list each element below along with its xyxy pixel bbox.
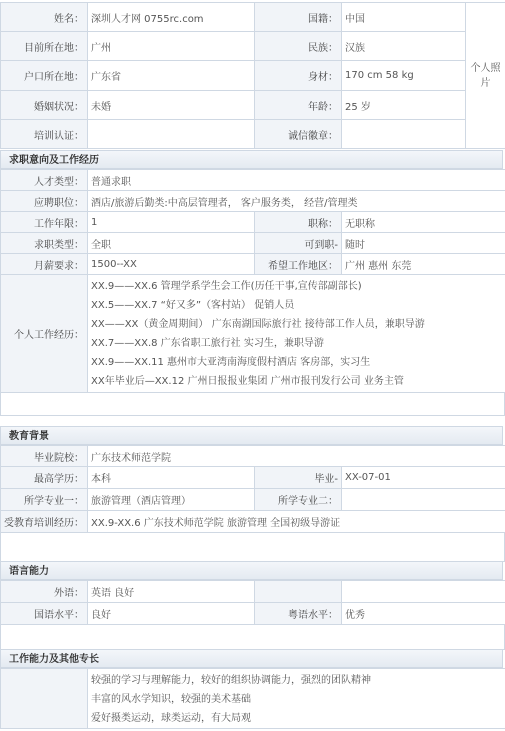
job-table bbox=[0, 169, 505, 393]
school-value: 广东技术师范学院 bbox=[88, 446, 505, 467]
education-table bbox=[0, 445, 505, 533]
arrive-label: 可到职- bbox=[255, 233, 342, 254]
photo-cell bbox=[466, 3, 505, 149]
job-title-value: 无职称 bbox=[342, 212, 505, 233]
experience-item: XX.5——XX.7 “好又多”（客村站） 促销人员 bbox=[91, 300, 295, 311]
age-value: 25 岁 bbox=[342, 91, 466, 120]
spacer bbox=[0, 625, 505, 650]
job-title-label: 职称： bbox=[255, 212, 342, 233]
ethnicity-value: 汉族 bbox=[342, 32, 466, 61]
skills-list bbox=[88, 669, 505, 729]
experience-item: XX.9——XX.11 惠州市大亚湾南海度假村酒店 客房部，实习生 bbox=[91, 357, 371, 368]
age-label: 年龄： bbox=[255, 91, 342, 120]
salary-label: 月薪要求： bbox=[1, 254, 88, 275]
mandarin-label: 国语水平： bbox=[1, 603, 88, 625]
cantonese-label: 粤语水平： bbox=[255, 603, 342, 625]
skill-line: 较强的学习与理解能力，较好的组织协调能力，强烈的团队精神 bbox=[91, 675, 371, 686]
foreign-language-label: 外语： bbox=[1, 581, 88, 603]
empty-cell bbox=[255, 581, 342, 603]
major1-value: 旅游管理（酒店管理） bbox=[88, 489, 255, 511]
name-label: 姓名： bbox=[1, 3, 88, 32]
hukou-label: 户口所在地： bbox=[1, 61, 88, 91]
location-label: 目前所在地： bbox=[1, 32, 88, 61]
credit-label: 诚信徽章： bbox=[255, 120, 342, 149]
job-type-value: 全职 bbox=[88, 233, 255, 254]
school-label: 毕业院校： bbox=[1, 446, 88, 467]
experience-item: XX.9——XX.6 管理学系学生会工作(历任干事,宣传部副部长) bbox=[91, 281, 362, 292]
training-label: 培训认证： bbox=[1, 120, 88, 149]
major2-label: 所学专业二： bbox=[255, 489, 342, 511]
marital-label: 婚姻状况： bbox=[1, 91, 88, 120]
salary-value: 1500--XX bbox=[88, 254, 255, 275]
ethnicity-label: 民族： bbox=[255, 32, 342, 61]
spacer bbox=[0, 533, 505, 562]
skills-section-header: 工作能力及其他专长 bbox=[0, 649, 503, 668]
mandarin-value: 良好 bbox=[88, 603, 255, 625]
experience-label: 个人工作经历： bbox=[1, 275, 88, 393]
cantonese-value: 优秀 bbox=[342, 603, 505, 625]
work-area-value: 广州 惠州 东莞 bbox=[342, 254, 505, 275]
empty-cell bbox=[1, 669, 88, 729]
work-years-value: 1 bbox=[88, 212, 255, 233]
work-area-label: 希望工作地区： bbox=[255, 254, 342, 275]
skill-line: 爱好摄类运动，球类运动，有大局观 bbox=[91, 713, 251, 724]
experience-item: XX年毕业后—XX.12 广州日报报业集团 广州市报刊发行公司 业务主管 bbox=[91, 376, 404, 387]
work-years-label: 工作年限： bbox=[1, 212, 88, 233]
job-type-label: 求职类型： bbox=[1, 233, 88, 254]
training-value bbox=[88, 120, 255, 149]
education-history-label: 受教育培训经历： bbox=[1, 511, 88, 533]
talent-type-label: 人才类型： bbox=[1, 170, 88, 191]
empty-cell bbox=[342, 581, 505, 603]
nationality-value: 中国 bbox=[342, 3, 466, 32]
name-value: 深圳人才网 0755rc.com bbox=[88, 3, 255, 32]
skill-line: 丰富的风水学知识，较强的美术基础 bbox=[91, 694, 251, 705]
photo-label: 个人照片 bbox=[470, 62, 501, 89]
marital-value: 未婚 bbox=[88, 91, 255, 120]
talent-type-value: 普通求职 bbox=[88, 170, 505, 191]
spacer bbox=[0, 393, 505, 416]
language-section-header: 语言能力 bbox=[0, 561, 503, 580]
degree-label: 最高学历： bbox=[1, 467, 88, 489]
experience-list bbox=[88, 275, 505, 393]
basic-info-table bbox=[0, 2, 505, 149]
credit-value bbox=[342, 120, 466, 149]
position-value: 酒店/旅游后勤类:中高层管理者， 客户服务类， 经营/管理类 bbox=[88, 191, 505, 212]
hukou-value: 广东省 bbox=[88, 61, 255, 91]
degree-value: 本科 bbox=[88, 467, 255, 489]
major1-label: 所学专业一： bbox=[1, 489, 88, 511]
education-section-header: 教育背景 bbox=[0, 426, 503, 445]
location-value: 广州 bbox=[88, 32, 255, 61]
arrive-value: 随时 bbox=[342, 233, 505, 254]
body-value: 170 cm 58 kg bbox=[342, 61, 466, 91]
body-label: 身材： bbox=[255, 61, 342, 91]
position-label: 应聘职位： bbox=[1, 191, 88, 212]
graduation-label: 毕业- bbox=[255, 467, 342, 489]
skills-table bbox=[0, 668, 505, 729]
job-section-header: 求职意向及工作经历 bbox=[0, 150, 503, 169]
experience-item: XX——XX（黄金周期间） 广东南湖国际旅行社 接待部工作人员，兼职导游 bbox=[91, 319, 425, 330]
foreign-language-value: 英语 良好 bbox=[88, 581, 255, 603]
experience-item: XX.7——XX.8 广东省职工旅行社 实习生，兼职导游 bbox=[91, 338, 324, 349]
nationality-label: 国籍： bbox=[255, 3, 342, 32]
major2-value bbox=[342, 489, 505, 511]
graduation-value: XX-07-01 bbox=[342, 467, 505, 489]
language-table bbox=[0, 580, 505, 625]
education-history-value: XX.9-XX.6 广东技术师范学院 旅游管理 全国初级导游证 bbox=[88, 511, 505, 533]
